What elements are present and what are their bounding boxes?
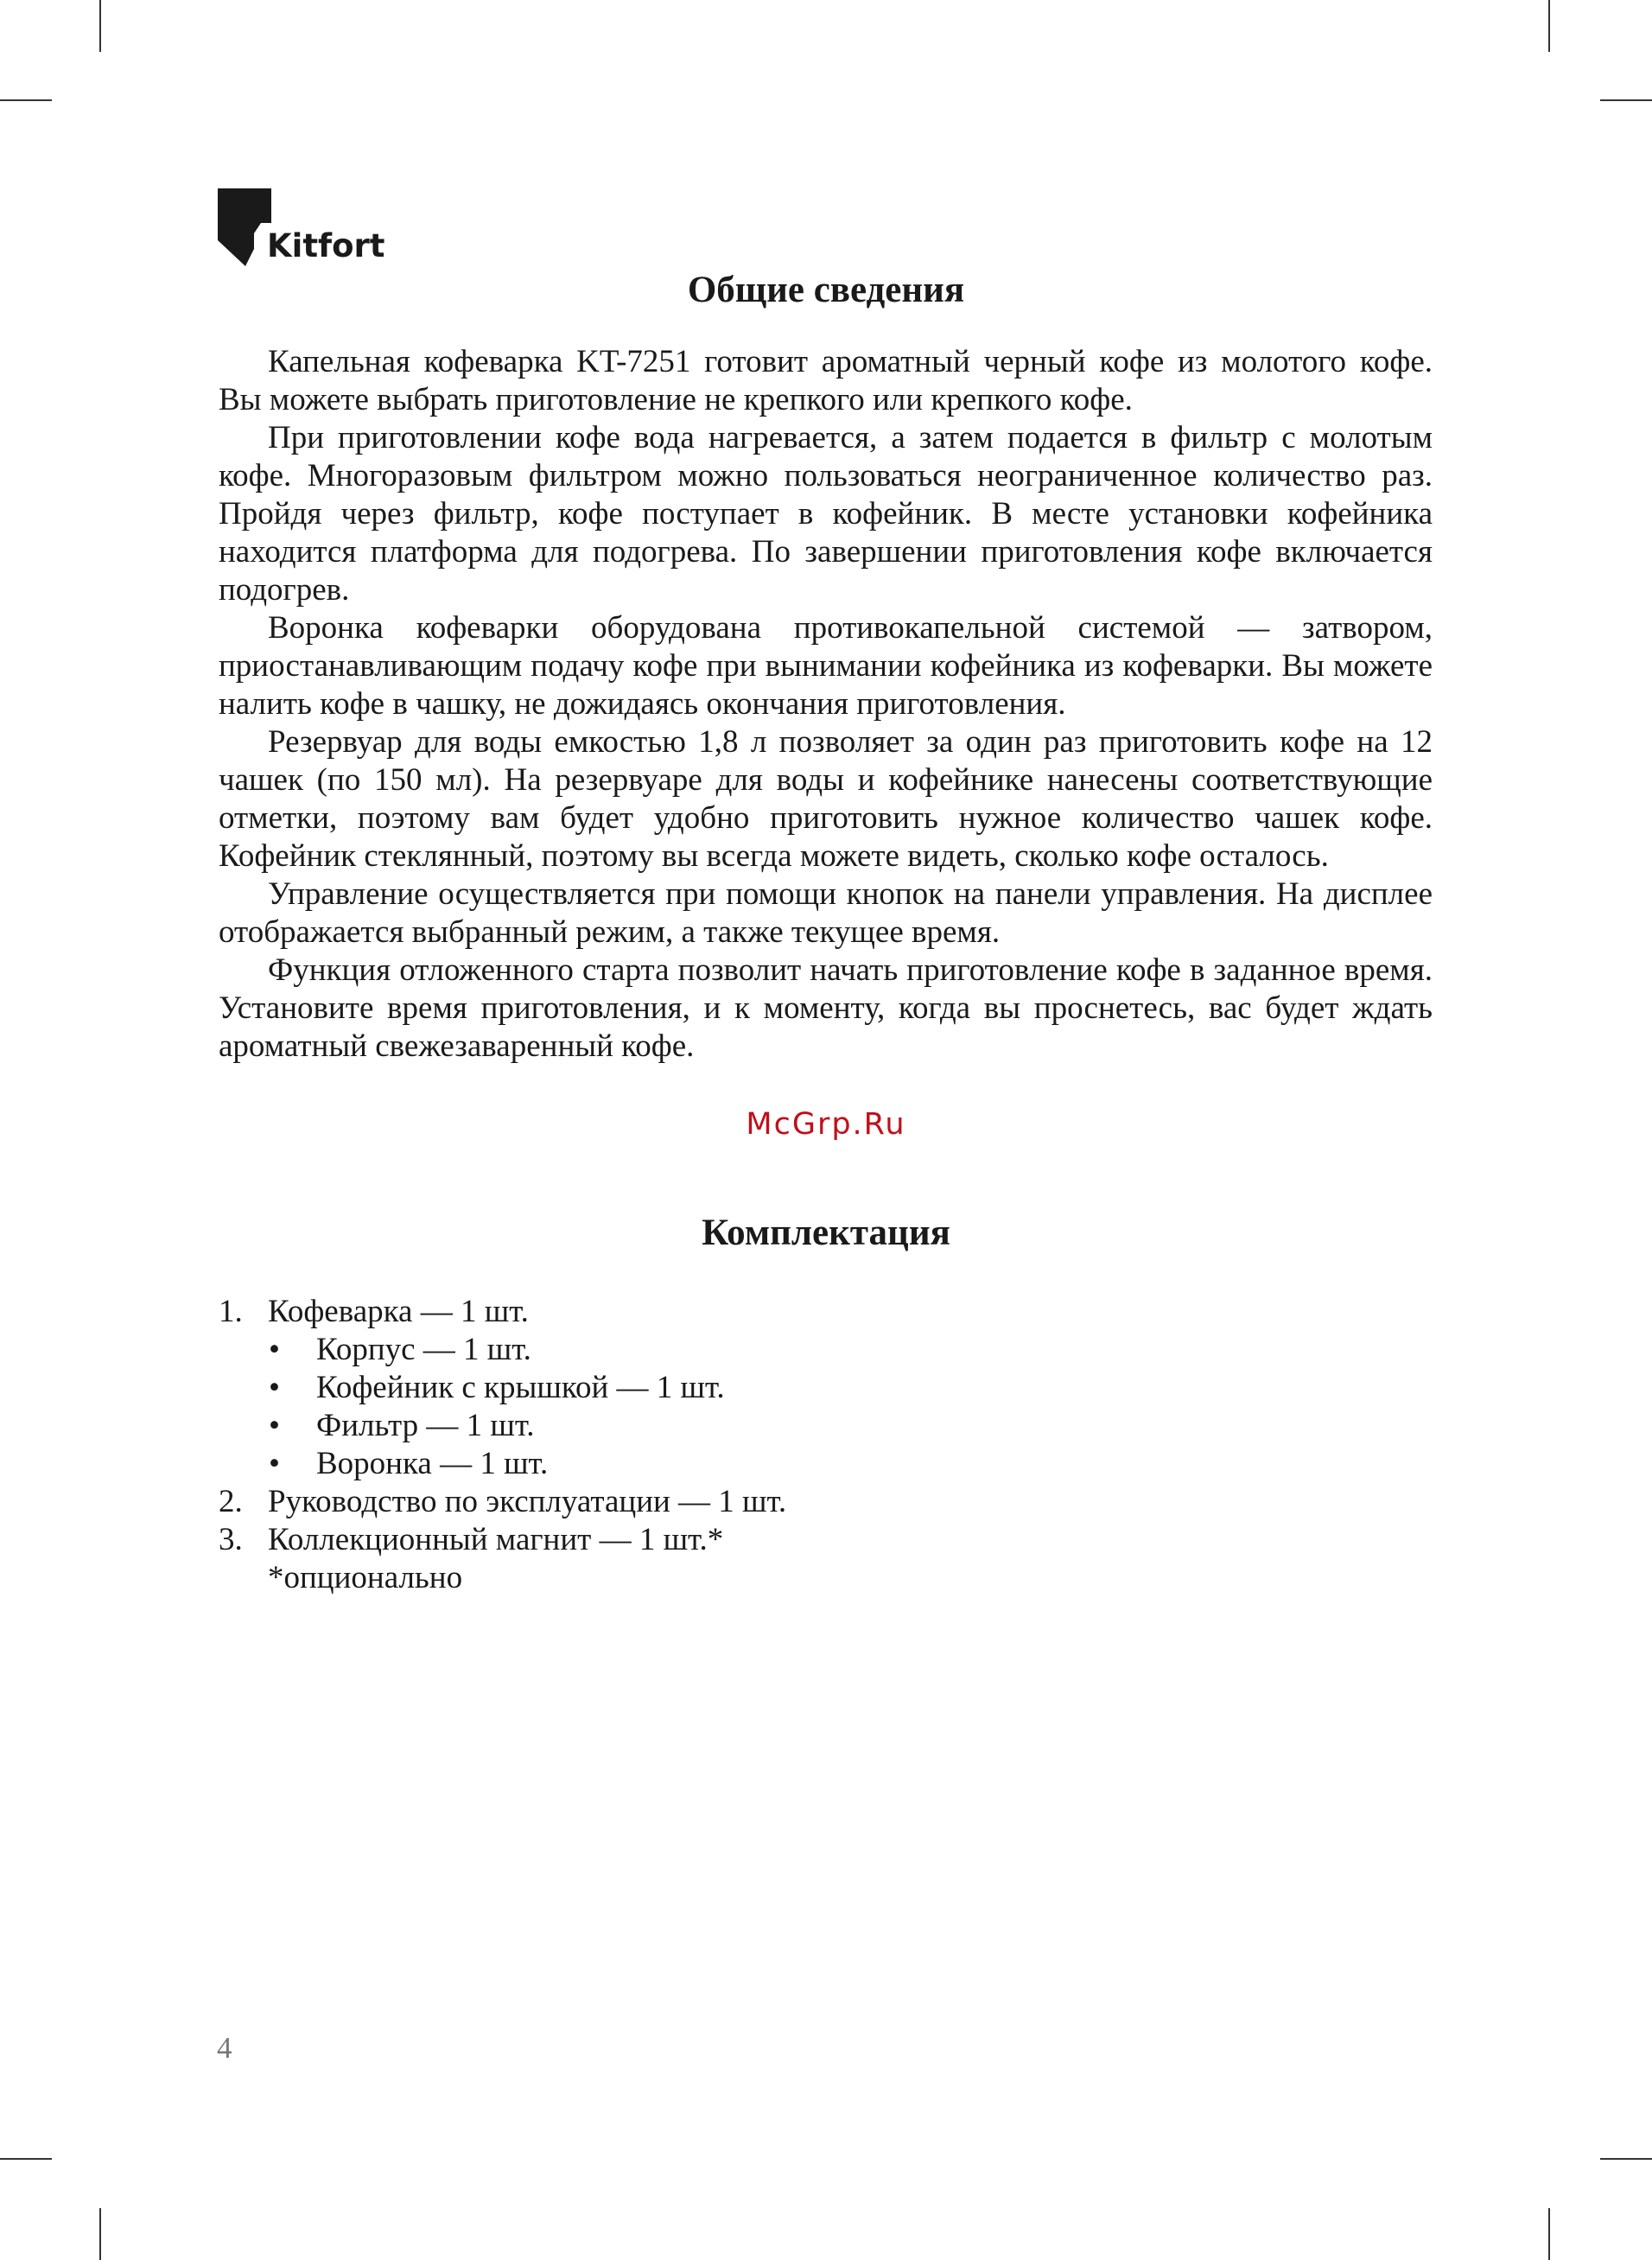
list-item-text: Фильтр — 1 шт. [316,1408,535,1443]
list-item-text: Кофейник с крышкой — 1 шт. [316,1370,725,1405]
paragraph: Капельная кофеварка KT-7251 готовит ароматный черный кофе из молотого кофе. Вы можете выбрать приготовление не крепкого или крепкого кофе. [219,344,1433,417]
footnote-text: *опционально [268,1560,463,1595]
crop-mark [99,0,101,52]
crop-mark [1600,99,1652,101]
list-number: 1. [219,1294,243,1329]
list-item [219,1521,1255,1559]
crop-mark [99,2208,101,2260]
crop-mark [1548,0,1550,52]
footnote [219,1559,1255,1597]
paragraph: Воронка кофеварки оборудована противокапельной системой — затвором, приостанавливающим подачу кофе при вынимании кофейника из кофеварки. Вы можете налить кофе в чашку, не дожидаясь окончания приготовления. [219,610,1433,722]
list-item [219,1293,1255,1331]
crop-mark [1600,2158,1652,2160]
kitfort-logo [216,187,389,273]
list-bullet: • [269,1370,280,1405]
paragraph: При приготовлении кофе вода нагревается, а затем подается в фильтр с молотым кофе. Многоразовым фильтром можно пользоваться неограниченное количество раз. Пройдя через фильтр, кофе поступает в кофейник. В месте установки кофейника находится платформа для подогрева. По завершении приготовления кофе включается подогрев. [219,420,1433,608]
kit-list [219,1293,1255,1597]
list-item [219,1369,1255,1407]
crop-mark [0,2158,52,2160]
list-item-text: Кофеварка — 1 шт. [268,1294,529,1329]
list-item-text: Коллекционный магнит — 1 шт.* [268,1522,724,1557]
crop-mark [1548,2208,1550,2260]
list-item [219,1407,1255,1445]
section-title-kit: Комплектация [702,1213,950,1253]
brand-name: Kitfort [267,227,385,264]
list-bullet: • [269,1446,280,1481]
general-info-text [219,343,1433,1066]
list-item [219,1445,1255,1483]
watermark: McGrp.Ru [746,1107,906,1142]
crop-mark [0,99,52,101]
list-bullet: • [269,1408,280,1443]
list-item-text: Корпус — 1 шт. [316,1332,531,1367]
section-title-general: Общие сведения [687,270,965,310]
list-bullet: • [269,1332,280,1367]
list-item-text: Руководство по эксплуатации — 1 шт. [268,1484,787,1519]
page-number: 4 [217,2031,232,2065]
list-number: 2. [219,1484,243,1519]
paragraph: Управление осуществляется при помощи кнопок на панели управления. На дисплее отображается выбранный режим, а также текущее время. [219,876,1433,950]
list-item [219,1331,1255,1369]
list-item [219,1483,1255,1521]
paragraph: Функция отложенного старта позволит начать приготовление кофе в заданное время. Установите время приготовления, и к моменту, когда вы проснетесь, вас будет ждать ароматный свежезаваренный кофе. [219,952,1433,1064]
paragraph: Резервуар для воды емкостью 1,8 л позволяет за один раз приготовить кофе на 12 чашек (по 150 мл). На резервуаре для воды и кофейнике нанесены соответствующие отметки, поэтому вам будет удобно приготовить нужное количество чашек кофе. Кофейник стеклянный, поэтому вы всегда можете видеть, сколько кофе осталось. [219,724,1433,874]
list-item-text: Воронка — 1 шт. [316,1446,549,1481]
list-number: 3. [219,1522,243,1557]
